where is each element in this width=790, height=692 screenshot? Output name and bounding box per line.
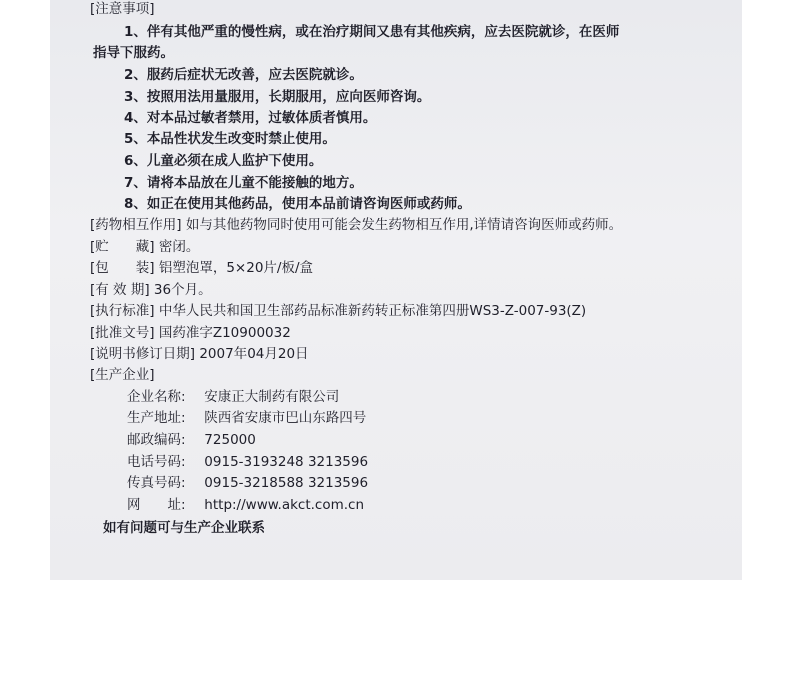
manufacturer-field — [127, 496, 364, 514]
field-value: 0915-3193248 3213596 — [204, 454, 369, 470]
manufacturer-field — [127, 474, 368, 492]
field-label: 邮政编码: — [127, 432, 186, 448]
section-value: 2007年04月20日 — [199, 346, 309, 362]
section-expiry — [90, 281, 212, 299]
section-label: [批准文号] — [90, 325, 155, 341]
section-value: 36个月。 — [153, 282, 212, 298]
precaution-item: 2、服药后症状无改善，应去医院就诊。 — [124, 67, 363, 83]
section-label: [贮 藏] — [90, 239, 155, 255]
manufacturer-field — [127, 431, 256, 449]
precaution-item: 6、儿童必须在成人监护下使用。 — [124, 153, 323, 169]
field-label: 电话号码: — [127, 454, 186, 470]
field-label: 网 址: — [127, 497, 186, 513]
field-label: 传真号码: — [127, 475, 186, 491]
manufacturer-field — [127, 453, 368, 471]
section-label: [有 效 期] — [90, 282, 150, 298]
section-label: [执行标准] — [90, 303, 155, 319]
section-label: [包 装] — [90, 260, 155, 276]
field-label: 生产地址: — [127, 410, 186, 426]
precaution-item: 指导下服药。 — [93, 45, 174, 61]
precautions-header: [注意事项] — [90, 1, 155, 17]
section-storage — [90, 238, 199, 256]
precaution-item: 1、伴有其他严重的慢性病，或在治疗期间又患有其他疾病，应去医院就诊，在医师 — [124, 24, 620, 40]
section-label: [药物相互作用] — [90, 217, 182, 233]
section-value: 密闭。 — [158, 239, 200, 255]
manufacturer-header: [生产企业] — [90, 367, 155, 383]
section-value: 如与其他药物同时使用可能会发生药物相互作用,详情请咨询医师或药师。 — [185, 217, 623, 233]
precaution-item: 4、对本品过敏者禁用，过敏体质者慎用。 — [124, 110, 377, 126]
manufacturer-field — [127, 409, 366, 427]
section-standard — [90, 302, 586, 320]
precaution-item: 7、请将本品放在儿童不能接触的地方。 — [124, 175, 363, 191]
precaution-item: 3、按照用法用量服用，长期服用，应向医师咨询。 — [124, 89, 431, 105]
field-value: 725000 — [204, 432, 256, 448]
manufacturer-field — [127, 388, 339, 406]
field-value: 安康正大制药有限公司 — [204, 389, 340, 405]
manufacturer-footer: 如有问题可与生产企业联系 — [103, 520, 265, 536]
field-label: 企业名称: — [127, 389, 186, 405]
section-revision-date — [90, 345, 309, 363]
section-approval-number — [90, 324, 291, 342]
section-value: 铝塑泡罩，5×20片/板/盒 — [158, 260, 314, 276]
section-value: 国药准字Z10900032 — [158, 325, 291, 341]
field-value: http://www.akct.com.cn — [204, 497, 365, 513]
field-value: 陕西省安康市巴山东路四号 — [204, 410, 367, 426]
precaution-item: 5、本品性状发生改变时禁止使用。 — [124, 131, 336, 147]
precaution-item: 8、如正在使用其他药品，使用本品前请咨询医师或药师。 — [124, 196, 471, 212]
section-value: 中华人民共和国卫生部药品标准新药转正标准第四册WS3-Z-007-93(Z) — [158, 303, 587, 319]
section-package — [90, 259, 313, 277]
field-value: 0915-3218588 3213596 — [204, 475, 369, 491]
section-drug-interaction — [90, 216, 622, 234]
section-label: [说明书修订日期] — [90, 346, 196, 362]
